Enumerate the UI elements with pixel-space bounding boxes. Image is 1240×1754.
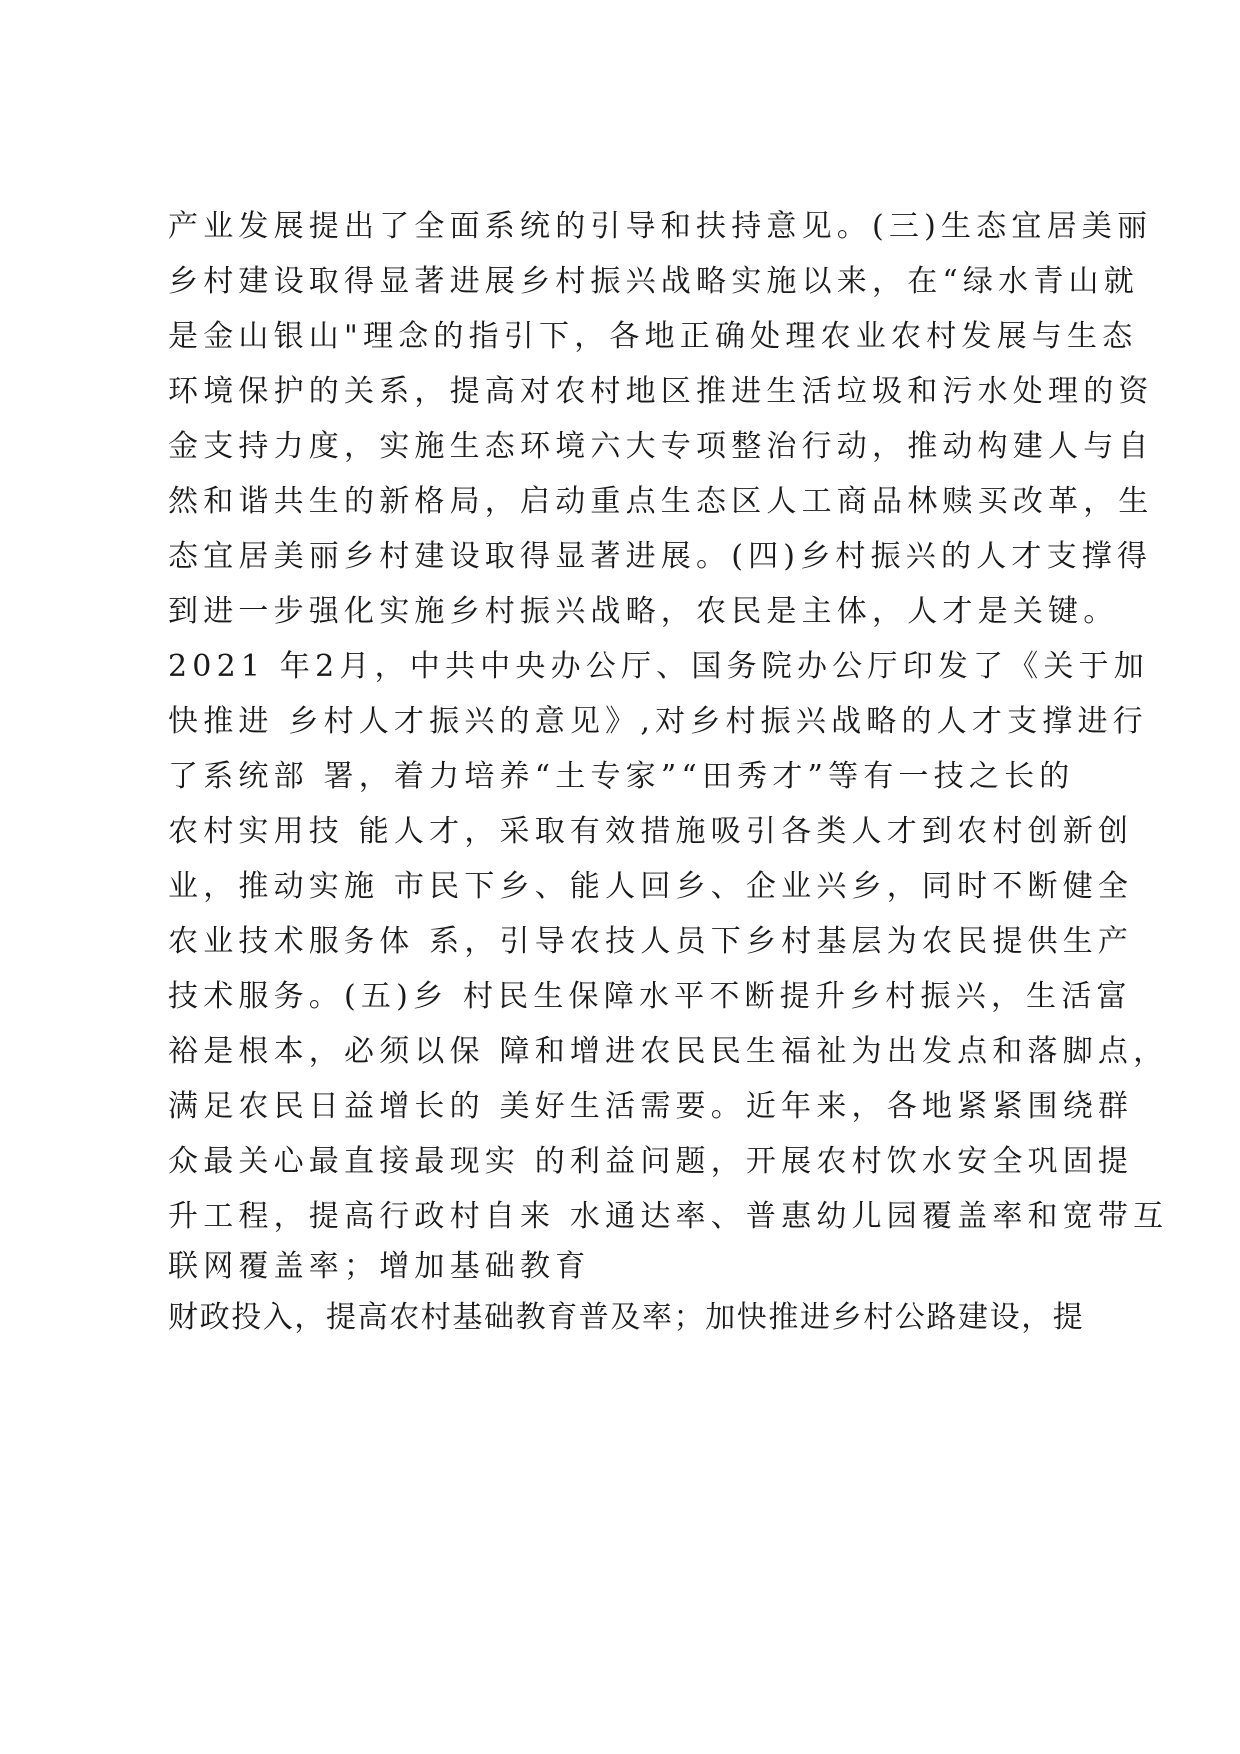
text-line: 乡村建设取得显著进展乡村振兴战略实施以来，在“绿水青山就 [168, 264, 1139, 299]
text-line: 了系统部 署，着力培养“土专家”“田秀才”等有一技之长的 [168, 759, 1075, 794]
text-line: 满足农民日益增长的 美好生活需要。近年来，各地紧紧围绕群 [168, 1089, 1134, 1124]
text-line: 2021 年2月，中共中央办公厅、国务院办公厅印发了《关于加 [168, 649, 1149, 684]
body-text [168, 199, 1169, 1345]
text-line: 升工程，提高行政村自来 水通达率、普惠幼儿园覆盖率和宽带互 [168, 1199, 1169, 1234]
text-line: 产业发展提出了全面系统的引导和扶持意见。(三)生态宜居美丽 [168, 209, 1153, 244]
text-line: 联网覆盖率；增加基础教育 [168, 1249, 591, 1284]
text-line: 环境保护的关系，提高对农村地区推进生活垃圾和污水处理的资 [168, 374, 1154, 409]
text-line: 到进一步强化实施乡村振兴战略，农民是主体，人才是关键。 [168, 594, 1119, 629]
text-line: 业，推动实施 市民下乡、能人回乡、企业兴乡，同时不断健全 [168, 869, 1134, 904]
text-line: 农村实用技 能人才，采取有效措施吸引各类人才到农村创新创 [168, 814, 1134, 849]
text-line: 然和谐共生的新格局，启动重点生态区人工商品林赎买改革，生 [168, 484, 1154, 519]
text-line: 技术服务。(五)乡 村民生保障水平不断提升乡村振兴，生活富 [168, 979, 1132, 1014]
text-line: 金支持力度，实施生态环境六大专项整治行动，推动构建人与自 [168, 429, 1154, 464]
text-line: 农业技术服务体 系，引导农技人员下乡村基层为农民提供生产 [168, 924, 1134, 959]
text-line: 快推进 乡村人才振兴的意见》,对乡村振兴战略的人才支撑进行 [168, 704, 1148, 739]
text-line: 态宜居美丽乡村建设取得显著进展。(四)乡村振兴的人才支撑得 [168, 539, 1153, 574]
text-line: 是金山银山"理念的指引下，各地正确处理农业农村发展与生态 [168, 319, 1138, 354]
text-line: 财政投入，提高农村基础教育普及率；加快推进乡村公路建设，提 [168, 1300, 1085, 1335]
text-line: 众最关心最直接最现实 的利益问题，开展农村饮水安全巩固提 [168, 1144, 1134, 1179]
text-line: 裕是根本，必须以保 障和增进农民民生福祉为出发点和落脚点， [168, 1034, 1169, 1069]
